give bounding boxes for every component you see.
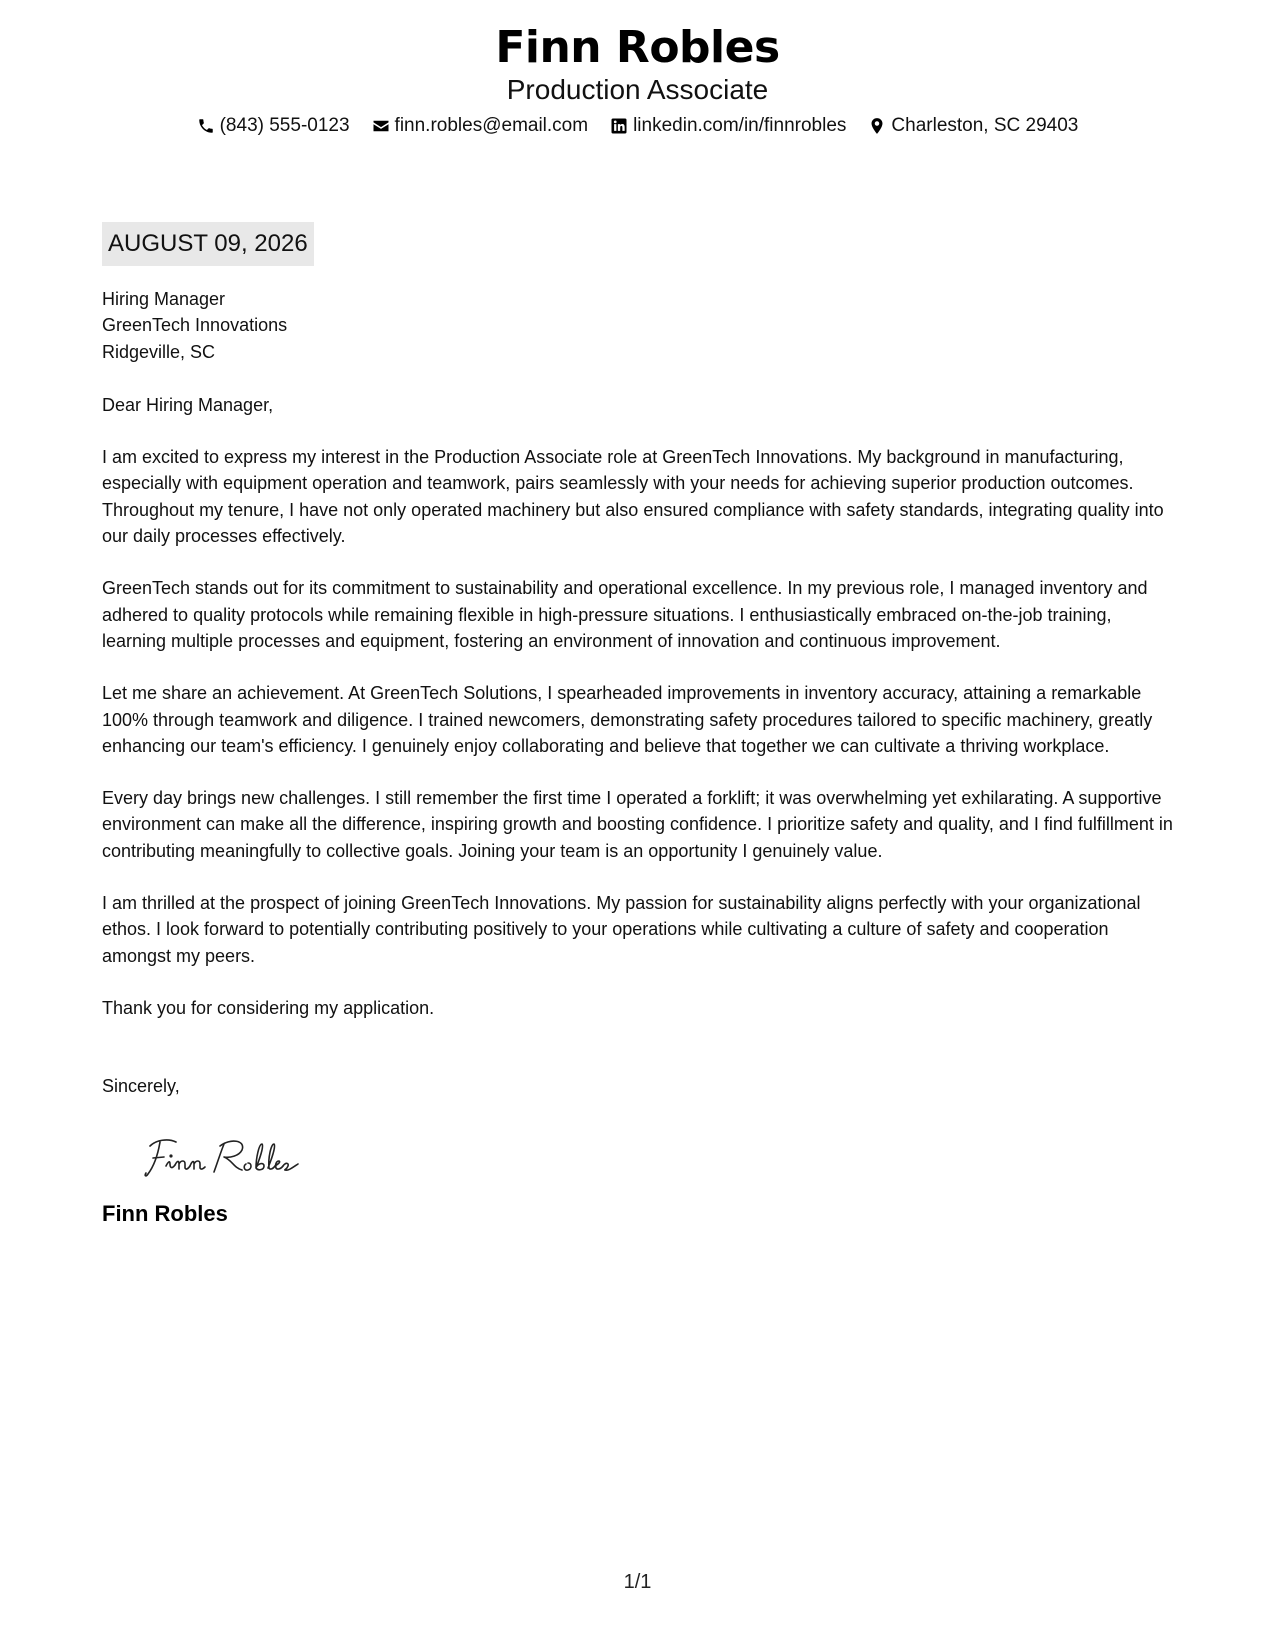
contact-bar [0,114,1275,138]
recipient-block [102,286,1174,365]
recipient-line: Ridgeville, SC [102,341,216,362]
closing: Sincerely, [102,1076,180,1097]
applicant-title: Production Associate [506,74,769,105]
body-paragraph: Thank you for considering my application. [102,997,435,1018]
contact-location [868,114,1078,138]
phone-icon [197,117,215,135]
page-number: 1/1 [623,1571,652,1593]
linkedin-text[interactable]: linkedin.com/in/finnrobles [633,115,847,136]
body-paragraph: Let me share an achievement. At GreenTech Solutions, I spearheaded improvements in inventory accuracy, attaining a remarkable 100% through teamwork and diligence. I trained newcomers, demonstrating safety procedures tailored to specific machinery, greatly enhancing our team's efficiency. I genuinely enjoy collaborating and believe that together we can cultivate a thriving workplace. [102,683,1153,756]
envelope-icon [372,117,390,135]
email-text[interactable]: finn.robles@email.com [394,115,589,136]
handwritten-signature [142,1128,1174,1192]
greeting: Dear Hiring Manager, [102,394,274,415]
map-pin-icon [868,117,886,135]
recipient-line: Hiring Manager [102,289,226,309]
contact-email[interactable] [372,114,589,138]
letter-date: AUGUST 09, 2026 [102,222,314,266]
signature-image [142,1128,322,1188]
letter-body [102,286,1174,1228]
body-paragraph: GreenTech stands out for its commitment to sustainability and operational excellence. In my previous role, I managed inventory and adhered to quality protocols while remaining flexible in high-pressure situations. I enthusiastically embraced on-the-job training, learning multiple processes and equipment, fostering an environment of innovation and continuous improvement. [102,578,1148,651]
contact-linkedin[interactable] [610,114,846,138]
body-paragraph: Every day brings new challenges. I still remember the first time I operated a forklift; it was overwhelming yet exhilarating. A supportive environment can make all the difference, inspiring growth and boosting confidence. I prioritize safety and quality, and I find fulfillment in contributing meaningfully to collective goals. Joining your team is an opportunity I genuinely value. [102,788,1173,861]
location-text: Charleston, SC 29403 [891,115,1079,136]
body-paragraph: I am thrilled at the prospect of joining GreenTech Innovations. My passion for sustainability aligns perfectly with your organizational ethos. I look forward to potentially contributing positively to your operations while cultivating a culture of safety and cooperation amongst my peers. [102,893,1141,966]
contact-phone [197,114,350,138]
recipient-line: GreenTech Innovations [102,315,288,336]
signer-name: Finn Robles [102,1200,228,1226]
applicant-name: Finn Robles [495,22,780,73]
linkedin-icon [610,117,628,135]
letter-header [0,22,1275,138]
phone-text: (843) 555-0123 [219,115,350,136]
body-paragraph: I am excited to express my interest in the Production Associate role at GreenTech Innovations. My background in manufacturing, especially with equipment operation and teamwork, pairs seamlessly with your needs for achieving superior production outcomes. Throughout my tenure, I have not only operated machinery but also ensured compliance with safety standards, integrating quality into our daily processes effectively. [102,447,1164,547]
